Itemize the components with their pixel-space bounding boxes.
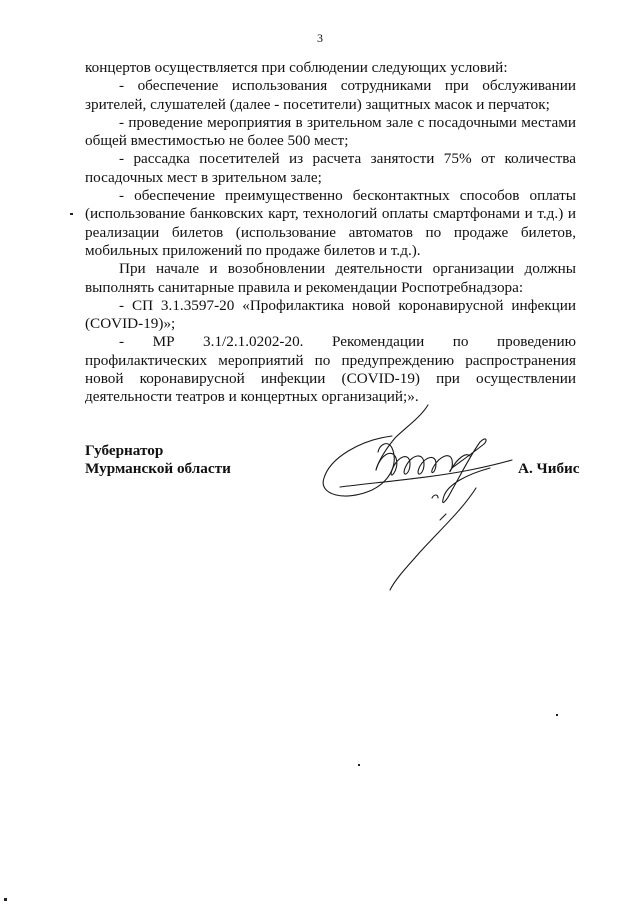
paragraph-sp-reference: - СП 3.1.3597-20 «Профилактика новой коронавирусной инфекции (COVID-19)»; — [85, 296, 576, 333]
paragraph-payment: - обеспечение преимущественно бесконтактных способов оплаты (использование банковских карт, технологий оплаты смартфонами и т.д.) и реализации билетов (использование автоматов по продаже билетов, мобильных приложений по продаже билетов и т.д.). — [85, 187, 576, 259]
scan-speck — [358, 764, 360, 766]
paragraph-intro: концертов осуществляется при соблюдении следующих условий: — [85, 59, 508, 76]
paragraph-seating: - рассадка посетителей из расчета занятости 75% от количества посадочных мест в зрительном зале; — [85, 150, 576, 186]
scan-speck — [4, 898, 7, 901]
signatory-title-line2: Мурманской области — [85, 460, 231, 478]
paragraph-mr-reference: - МР 3.1/2.1.0202-20. Рекомендации по проведению профилактических мероприятий по предупреждению распространения новой коронавирусной инфекции (COVID-19) при осуществлении деятельности театров и концертных организаций;». — [85, 333, 576, 406]
signatory-name: А. Чибис — [518, 460, 580, 477]
page-number: 3 — [317, 31, 323, 45]
scan-speck — [70, 213, 73, 215]
paragraph-masks: - обеспечение использования сотрудниками при обслуживании зрителей, слушателей (далее - посетители) защитных масок и перчаток; — [85, 77, 576, 113]
signatory-title-line1: Губернатор — [85, 442, 164, 459]
scan-speck — [556, 714, 558, 716]
paragraph-hall-capacity: - проведение мероприятия в зрительном зале с посадочными местами общей вместимостью не более 500 мест; — [85, 113, 576, 150]
paragraph-sanitary-rules: При начале и возобновлении деятельности организации должны выполнять санитарные правила и рекомендации Роспотребнадзора: — [85, 260, 576, 296]
